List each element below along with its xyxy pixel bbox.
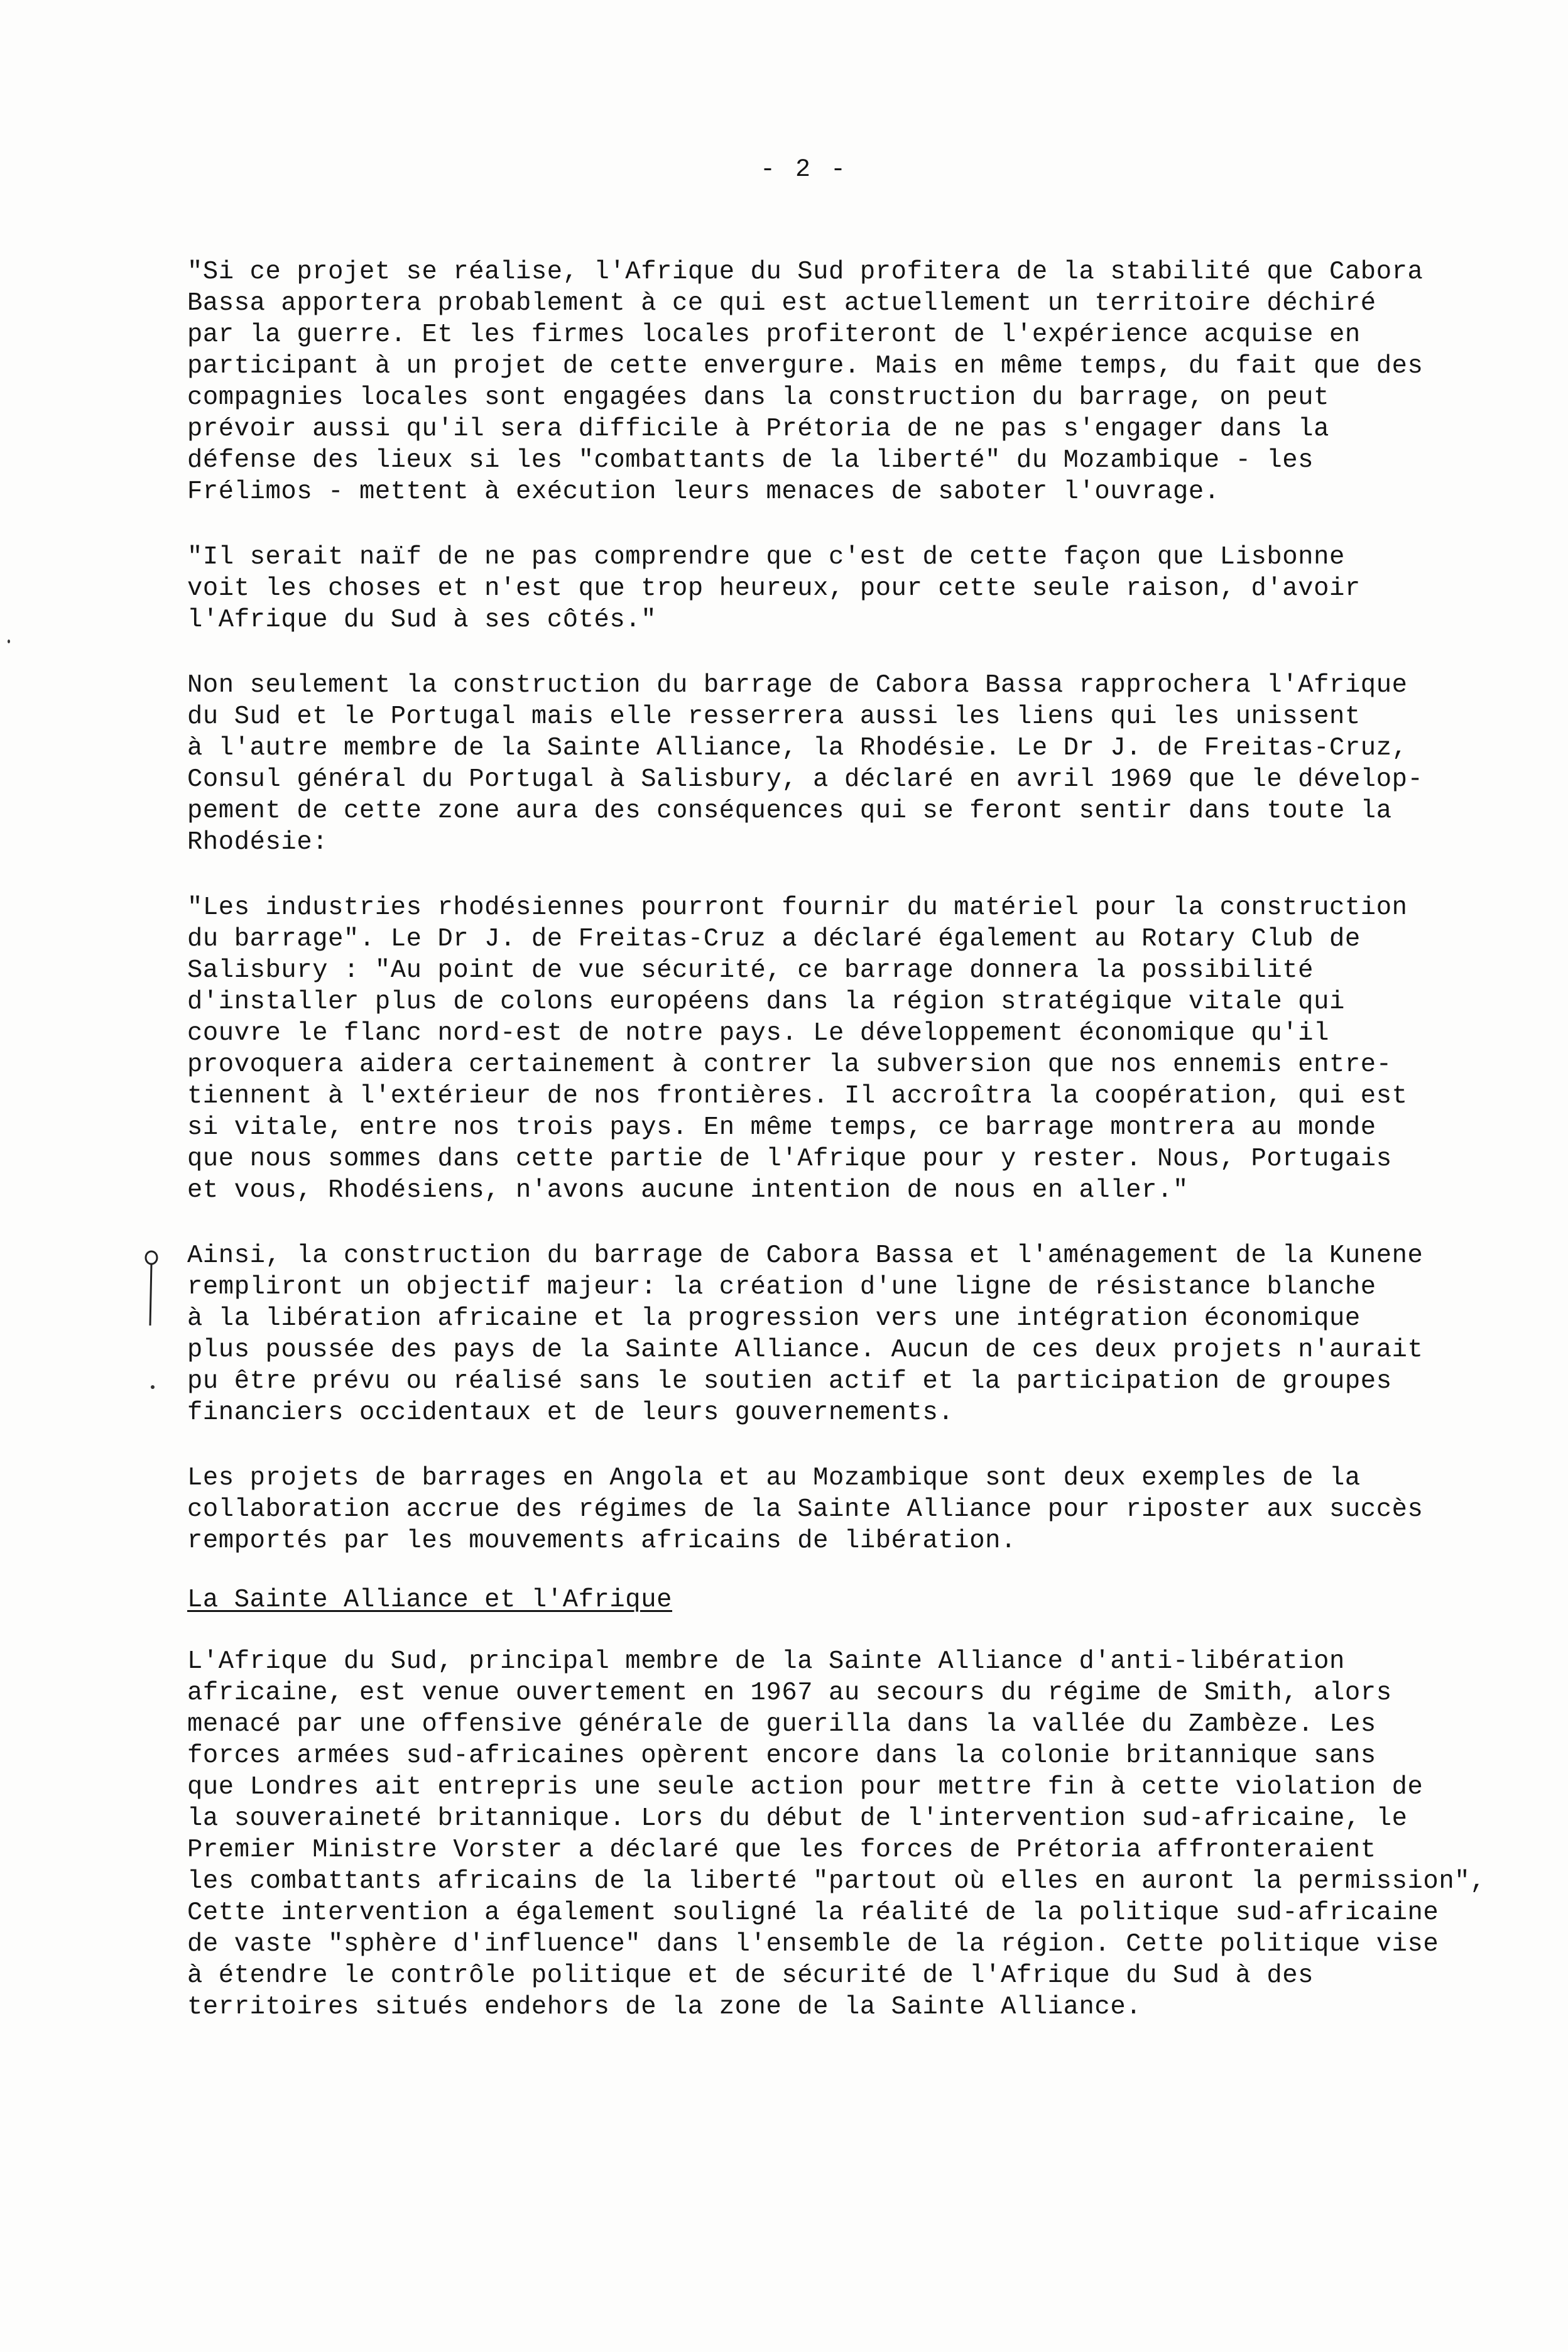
paragraph-dam-projects: Les projets de barrages en Angola et au Mozambique sont deux exemples de la collaboration accrue des régimes de la Sainte Alliance pour riposter aux succès remportés par les mouvements africains de libération.	[187, 1464, 1424, 1555]
margin-dot-mark	[151, 1385, 155, 1389]
paragraph-quote-south-africa: "Si ce projet se réalise, l'Afrique du Sud profitera de la stabilité que Cabora Bassa apportera probablement à ce qui est actuellement un territoire déchiré par la guerre. Et les firmes locales profiteront de l'expérience acquise en participant à un projet de cette envergure. Mais en même temps, du fait que des compagnies locales sont engagées dans la construction du barrage, on peut prévoir aussi qu'il sera difficile à Prétoria de ne pas s'engager dans la défense des lieux si les "combattants de la liberté" du Mozambique - les Frélimos - mettent à exécution leurs menaces de saboter l'ouvrage.	[187, 258, 1424, 506]
section-heading: La Sainte Alliance et l'Afrique	[187, 1586, 673, 1614]
paragraph-rhodesia-links: Non seulement la construction du barrage de Cabora Bassa rapprochera l'Afrique du Sud et le Portugal mais elle resserrera aussi les liens qui les unissent à l'autre membre de la Sainte Alliance, la Rhodésie. Le Dr J. de Freitas-Cruz, Consul général du Portugal à Salisbury, a déclaré en avril 1969 que le dévelop- pement de cette zone aura des conséquences qui se feront sentir dans toute la Rhodésie:	[187, 671, 1424, 857]
margin-annotation-mark	[142, 1250, 161, 1332]
paragraph-south-africa-intervention: L'Afrique du Sud, principal membre de la Sainte Alliance d'anti-libération africaine, est venue ouvertement en 1967 au secours du régime de Smith, alors menacé par une offensive générale de guerilla dans la vallée du Zambèze. Les forces armées sud-africaines opèrent encore dans la colonie britannique sans que Londres ait entrepris une seule action pour mettre fin à cette violation de la souveraineté britannique. Lors du début de l'intervention sud-africaine, le Premier Ministre Vorster a déclaré que les forces de Prétoria affronteraient les combattants africains de la liberté "partout où elles en auront la permission", Cette intervention a également souligné la réalité de la politique sud-africaine de vaste "sphère d'influence" dans l'ensemble de la région. Cette politique vise à étendre le contrôle politique et de sécurité de l'Afrique du Sud à des territoires situés endehors de la zone de la Sainte Alliance.	[187, 1647, 1486, 2022]
paragraph-white-resistance: Ainsi, la construction du barrage de Cabora Bassa et l'aménagement de la Kunene rempliront un objectif majeur: la création d'une ligne de résistance blanche à la libération africaine et la progression vers une intégration économique plus poussée des pays de la Sainte Alliance. Aucun de ces deux projets n'aurait pu être prévu ou réalisé sans le soutien actif et la participation de groupes financiers occidentaux et de leurs gouvernements.	[187, 1241, 1424, 1427]
paragraph-quote-lisbon: "Il serait naïf de ne pas comprendre que c'est de cette façon que Lisbonne voit les choses et n'est que trop heureux, pour cette seule raison, d'avoir l'Afrique du Sud à ses côtés."	[187, 543, 1361, 634]
page-number: - 2 -	[760, 156, 849, 184]
margin-dot-mark	[8, 640, 10, 643]
paragraph-rotary-club-quote: "Les industries rhodésiennes pourront fournir du matériel pour la construction du barrage". Le Dr J. de Freitas-Cruz a déclaré également au Rotary Club de Salisbury : "Au point de vue sécurité, ce barrage donnera la possibilité d'installer plus de colons européens dans la région stratégique vitale qui couvre le flanc nord-est de notre pays. Le développement économique qu'il provoquera aidera certainement à contrer la subversion que nos ennemis entre- tiennent à l'extérieur de nos frontières. Il accroîtra la coopération, qui est si vitale, entre nos trois pays. En même temps, ce barrage montrera au monde que nous sommes dans cette partie de l'Afrique pour y rester. Nous, Portugais et vous, Rhodésiens, n'avons aucune intention de nous en aller."	[187, 893, 1408, 1205]
document-body	[187, 256, 1513, 2057]
